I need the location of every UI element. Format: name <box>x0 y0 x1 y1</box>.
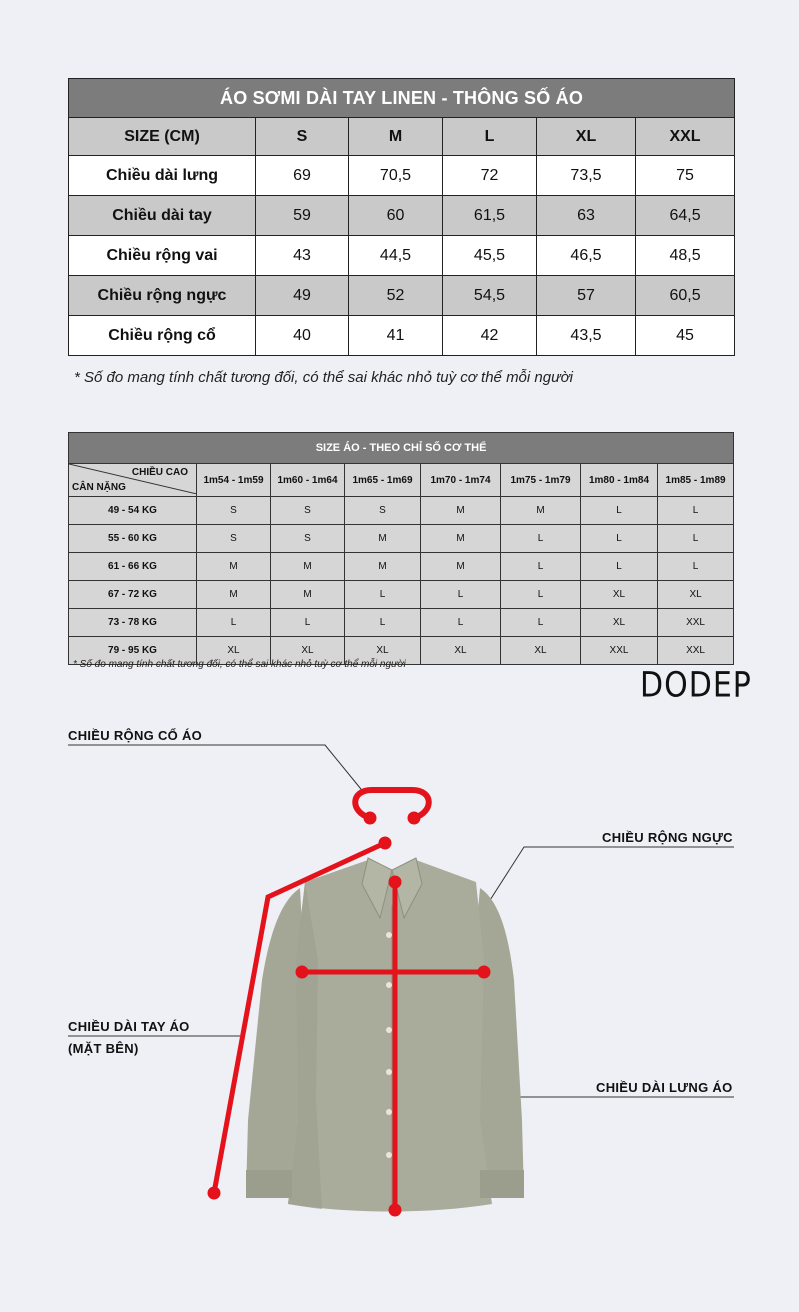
cell: XXL <box>658 637 734 665</box>
weight-axis-label: CÂN NẶNG <box>72 482 126 493</box>
cell: M <box>421 497 501 525</box>
back-length-measure-end <box>389 876 401 888</box>
header-cell: 1m85 - 1m89 <box>658 464 734 497</box>
size-spec-header-row <box>69 118 735 156</box>
cell: 48,5 <box>636 236 735 276</box>
cell: 49 <box>256 276 349 316</box>
row-label: Chiều dài tay <box>69 196 256 236</box>
cell: XL <box>581 581 658 609</box>
table-row <box>69 497 734 525</box>
cell: 70,5 <box>349 156 443 196</box>
cell: 72 <box>443 156 537 196</box>
row-label: 67 - 72 KG <box>69 581 197 609</box>
cell: XXL <box>581 637 658 665</box>
cell: L <box>581 525 658 553</box>
header-cell: 1m75 - 1m79 <box>501 464 581 497</box>
cell: XL <box>658 581 734 609</box>
body-size-header-row <box>69 464 734 497</box>
cell: L <box>658 497 734 525</box>
back-length-label: CHIỀU DÀI LƯNG ÁO <box>596 1080 733 1095</box>
cell: XXL <box>658 609 734 637</box>
cell: L <box>581 497 658 525</box>
cell: 75 <box>636 156 735 196</box>
table-row <box>69 525 734 553</box>
table-row <box>69 581 734 609</box>
cell: 61,5 <box>443 196 537 236</box>
table-row <box>69 553 734 581</box>
cell: 46,5 <box>537 236 636 276</box>
header-cell: 1m80 - 1m84 <box>581 464 658 497</box>
cell: 45 <box>636 316 735 356</box>
shirt-button <box>386 1069 392 1075</box>
cell: 45,5 <box>443 236 537 276</box>
table-row <box>69 196 735 236</box>
cell: 73,5 <box>537 156 636 196</box>
corner-cell <box>69 464 197 497</box>
cell: L <box>581 553 658 581</box>
header-cell: L <box>443 118 537 156</box>
chest-width-label: CHIỀU RỘNG NGỰC <box>602 830 733 845</box>
sleeve-measure-end <box>379 837 391 849</box>
shirt-button <box>386 982 392 988</box>
table-row <box>69 236 735 276</box>
cell: 44,5 <box>349 236 443 276</box>
shirt-illustration <box>246 858 524 1212</box>
chest-measure-end <box>478 966 490 978</box>
cell: 41 <box>349 316 443 356</box>
height-axis-label: CHIỀU CAO <box>131 467 188 478</box>
row-label: 49 - 54 KG <box>69 497 197 525</box>
cell: L <box>197 609 271 637</box>
cell: L <box>501 553 581 581</box>
neck-width-label: CHIỀU RỘNG CỔ ÁO <box>68 728 203 743</box>
cell: L <box>271 609 345 637</box>
shirt-button <box>386 932 392 938</box>
cell: 59 <box>256 196 349 236</box>
neck-leader-line <box>68 745 365 794</box>
row-label: Chiều rộng vai <box>69 236 256 276</box>
row-label: Chiều rộng ngực <box>69 276 256 316</box>
header-cell: XXL <box>636 118 735 156</box>
shirt-left-cuff <box>246 1170 292 1198</box>
row-label: Chiều rộng cổ <box>69 316 256 356</box>
size-spec-title: ÁO SƠMI DÀI TAY LINEN - THÔNG SỐ ÁO <box>69 79 735 118</box>
cell: 69 <box>256 156 349 196</box>
table-row <box>69 276 735 316</box>
cell: 52 <box>349 276 443 316</box>
header-cell: 1m65 - 1m69 <box>345 464 421 497</box>
cell: M <box>421 525 501 553</box>
row-label: 73 - 78 KG <box>69 609 197 637</box>
cell: L <box>421 581 501 609</box>
row-label: Chiều dài lưng <box>69 156 256 196</box>
cell: XL <box>581 609 658 637</box>
shirt-button <box>386 1109 392 1115</box>
size-spec-note: * Số đo mang tính chất tương đối, có thể sai khác nhỏ tuỳ cơ thể mỗi người <box>74 369 573 386</box>
header-cell: M <box>349 118 443 156</box>
header-cell: SIZE (CM) <box>69 118 256 156</box>
shirt-button <box>386 1027 392 1033</box>
cell: L <box>658 553 734 581</box>
cell: XL <box>271 637 345 665</box>
shirt-right-cuff <box>480 1170 524 1198</box>
cell: M <box>197 581 271 609</box>
cell: L <box>501 609 581 637</box>
cell: L <box>501 525 581 553</box>
cell: XL <box>421 637 501 665</box>
cell: 60 <box>349 196 443 236</box>
cell: L <box>421 609 501 637</box>
header-cell: S <box>256 118 349 156</box>
cell: XL <box>197 637 271 665</box>
table-row <box>69 316 735 356</box>
cell: XL <box>501 637 581 665</box>
cell: L <box>658 525 734 553</box>
sleeve-length-sublabel: (MẶT BÊN) <box>68 1041 139 1056</box>
neck-measure-end <box>408 812 420 824</box>
measurement-diagram <box>0 700 799 1312</box>
body-size-table <box>68 432 734 665</box>
size-spec-table <box>68 78 735 356</box>
cell: M <box>271 581 345 609</box>
cell: S <box>345 497 421 525</box>
body-size-note: * Số đo mang tính chất tương đối, có thể sai khác nhỏ tuỳ cơ thể mỗi người <box>73 659 406 670</box>
cell: L <box>345 581 421 609</box>
cell: L <box>501 581 581 609</box>
shirt-button <box>386 1152 392 1158</box>
cell: M <box>197 553 271 581</box>
cell: S <box>271 497 345 525</box>
cell: S <box>197 497 271 525</box>
cell: 54,5 <box>443 276 537 316</box>
cell: M <box>271 553 345 581</box>
body-size-title: SIZE ÁO - THEO CHỈ SỐ CƠ THỂ <box>69 433 734 464</box>
cell: S <box>271 525 345 553</box>
sleeve-measure-end <box>208 1187 220 1199</box>
cell: 57 <box>537 276 636 316</box>
cell: 60,5 <box>636 276 735 316</box>
table-row <box>69 609 734 637</box>
cell: M <box>345 525 421 553</box>
neck-measure-end <box>364 812 376 824</box>
header-cell: 1m54 - 1m59 <box>197 464 271 497</box>
cell: XL <box>345 637 421 665</box>
row-label: 55 - 60 KG <box>69 525 197 553</box>
header-cell: XL <box>537 118 636 156</box>
table-row <box>69 156 735 196</box>
cell: 40 <box>256 316 349 356</box>
row-label: 61 - 66 KG <box>69 553 197 581</box>
cell: 63 <box>537 196 636 236</box>
brand-logo: DODEP <box>640 665 752 706</box>
cell: 43 <box>256 236 349 276</box>
chest-measure-end <box>296 966 308 978</box>
cell: 43,5 <box>537 316 636 356</box>
header-cell: 1m70 - 1m74 <box>421 464 501 497</box>
header-cell: 1m60 - 1m64 <box>271 464 345 497</box>
cell: L <box>345 609 421 637</box>
row-label: 79 - 95 KG <box>69 637 197 665</box>
cell: M <box>345 553 421 581</box>
cell: S <box>197 525 271 553</box>
cell: 42 <box>443 316 537 356</box>
cell: 64,5 <box>636 196 735 236</box>
back-length-measure-end <box>389 1204 401 1216</box>
cell: M <box>421 553 501 581</box>
sleeve-length-label: CHIỀU DÀI TAY ÁO <box>68 1019 190 1034</box>
cell: M <box>501 497 581 525</box>
